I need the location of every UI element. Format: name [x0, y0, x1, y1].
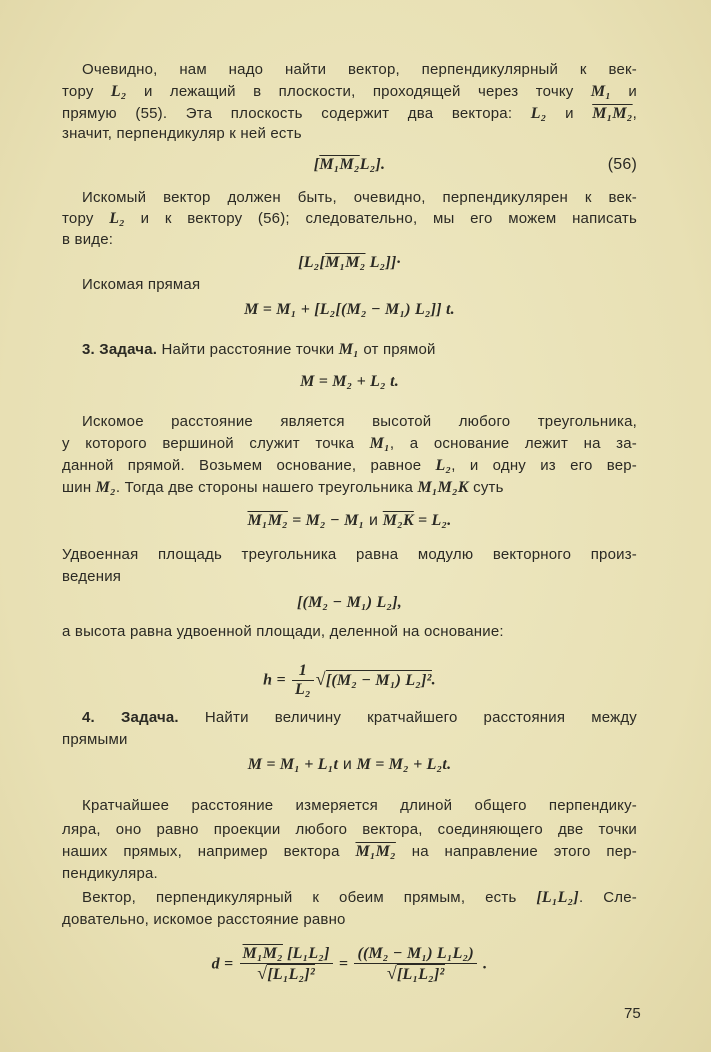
denominator: [354, 964, 477, 984]
equation: [62, 662, 637, 699]
math-expr: [L₁L₂]²: [267, 966, 315, 983]
text-line: [62, 82, 637, 102]
math-expr: = M₂ − M₁: [287, 512, 365, 529]
problem-label: 4. Задача.: [82, 709, 179, 726]
text-line: [62, 434, 637, 454]
math-expr: M₁: [338, 341, 359, 358]
text-run: наших прямых, например вектора: [62, 843, 356, 860]
text-run: . Сле-: [578, 889, 637, 906]
math-expr: L₂: [109, 210, 125, 227]
math-expr: M = M₂ + L₂ t.: [300, 373, 399, 390]
equation: [62, 945, 637, 984]
text-run: Искомый вектор должен быть, очевидно, перпендикулярен к век-: [82, 189, 637, 206]
text-run: и: [546, 105, 593, 122]
text-run: ляра, оно равно проекции любого вектора, соединяющего две точки: [62, 821, 637, 838]
vector-expr: M₁M₂: [242, 945, 283, 962]
math-expr: L₂]]·: [365, 254, 401, 271]
math-expr: [L₁L₂]²: [396, 966, 445, 983]
math-expr: 1: [298, 662, 307, 679]
math-expr: d =: [211, 955, 238, 973]
math-expr: ((M₂ − M₁) L₁L₂): [357, 945, 474, 962]
text-run: прямую (55). Эта плоскость содержит два вектора:: [62, 105, 531, 122]
denominator: [292, 681, 314, 699]
text-run: , а основание лежит на за-: [389, 435, 638, 452]
vector-expr: M₁M₂: [592, 105, 633, 122]
text-run: а высота равна удвоенной площади, деленной на основание:: [62, 623, 504, 640]
denominator: [240, 964, 333, 984]
text-line: [62, 730, 637, 750]
radical-sign-icon: √: [315, 668, 326, 689]
text-run: данной прямой. Возьмем основание, равное: [62, 457, 436, 474]
text-run: шин: [62, 479, 96, 496]
text-run: и: [338, 756, 357, 773]
math-expr: L₂: [435, 457, 452, 474]
text-line: [62, 910, 637, 930]
text-run: и лежащий в плоскости, проходящей через точку: [126, 83, 591, 100]
text-run: на направление этого пер-: [395, 843, 637, 860]
text-run: Найти расстояние точки: [157, 341, 339, 358]
text-line: [62, 567, 637, 587]
text-line: [62, 888, 637, 908]
math-expr: M₁: [590, 83, 612, 100]
math-expr: .: [478, 955, 488, 973]
text-line: [62, 104, 637, 124]
fraction: [292, 662, 314, 699]
math-expr: [L₁L₂]: [536, 889, 579, 906]
numerator: [354, 945, 477, 964]
text-line: [62, 796, 637, 816]
text-run: тору: [62, 83, 111, 100]
text-run: ,: [632, 105, 637, 122]
text-run: от прямой: [358, 341, 436, 358]
radical-sign-icon: √: [386, 963, 397, 983]
vector-expr: M₁M₂: [325, 254, 366, 271]
equation: [62, 755, 637, 775]
text-run: Удвоенная площадь треугольника равна модулю векторного произ-: [62, 546, 637, 563]
equation: [62, 253, 637, 273]
numerator: [240, 945, 333, 964]
text-run: тору: [62, 210, 110, 227]
text-line: [62, 820, 637, 840]
square-root: [315, 668, 432, 689]
text-run: и: [364, 512, 383, 529]
math-expr: M = M₁ + [L₂[(M₂ − M₁) L₂]] t.: [244, 301, 455, 318]
equation: [62, 593, 637, 613]
vector-expr: M₁M₂: [319, 156, 360, 173]
square-root: [257, 963, 315, 983]
text-line: [62, 708, 637, 728]
math-expr: [L₁L₂]: [282, 945, 330, 962]
text-run: суть: [468, 479, 504, 496]
text-line: [62, 275, 637, 295]
text-line: [62, 124, 637, 144]
text-run: Вектор, перпендикулярный к обеим прямым, есть: [82, 889, 537, 906]
equation: [62, 511, 637, 531]
text-line: [62, 545, 637, 565]
math-expr: [: [313, 156, 320, 173]
vector-expr: M₂K: [382, 512, 414, 529]
text-line: [62, 456, 637, 476]
text-line: [62, 230, 637, 250]
equation-number: (56): [607, 156, 637, 173]
equation: [62, 372, 637, 392]
fraction: [354, 945, 477, 984]
vector-expr: M₁M₂: [355, 843, 396, 860]
math-expr: M₂: [95, 479, 116, 496]
equation: [62, 300, 637, 320]
problem-label: 3. Задача.: [82, 341, 158, 358]
math-expr: L₂: [530, 105, 547, 122]
math-expr: L₂].: [359, 156, 386, 173]
math-expr: .: [431, 671, 436, 689]
text-run: в виде:: [62, 231, 114, 248]
math-expr: L₂: [110, 83, 127, 100]
text-run: . Тогда две стороны нашего треугольника: [115, 479, 418, 496]
text-line: [62, 340, 637, 360]
text-run: довательно, искомое расстояние равно: [62, 911, 346, 928]
fraction: [240, 945, 333, 984]
math-expr: [L₂[: [298, 254, 326, 271]
page-number: 75: [624, 1005, 641, 1022]
equation: [62, 155, 637, 175]
math-expr: [(M₂ − M₁) L₂]²: [325, 671, 432, 689]
text-line: [62, 842, 637, 862]
text-run: Найти величину кратчайшего расстояния между: [178, 709, 637, 726]
text-run: пендикуляра.: [62, 865, 158, 882]
numerator: [292, 662, 314, 681]
text-line: [62, 188, 637, 208]
math-expr: [(M₂ − M₁) L₂],: [297, 594, 402, 611]
text-line: [62, 622, 637, 642]
text-line: [62, 478, 637, 498]
math-expr: M₁M₂K: [417, 479, 469, 496]
text-run: у которого вершиной служит точка: [62, 435, 370, 452]
text-run: и: [611, 83, 637, 100]
text-run: значит, перпендикуляр к ней есть: [62, 125, 302, 142]
text-line: [62, 60, 637, 80]
text-run: Искомая прямая: [82, 276, 201, 293]
math-expr: L₂: [295, 681, 311, 698]
text-run: Очевидно, нам надо найти вектор, перпендикулярный к век-: [82, 61, 637, 78]
text-run: и к вектору (56); следовательно, мы его можем написать: [124, 210, 637, 227]
math-expr: =: [334, 955, 353, 973]
radicand: [326, 670, 432, 689]
text-line: [62, 864, 637, 884]
text-line: [62, 412, 637, 432]
text-run: Кратчайшее расстояние измеряется длиной общего перпендику-: [82, 797, 637, 814]
text-run: Искомое расстояние является высотой любого треугольника,: [82, 413, 637, 430]
math-expr: = L₂.: [413, 512, 452, 529]
text-line: [62, 209, 637, 229]
math-expr: M = M₁ + L₁t: [247, 756, 339, 773]
square-root: [386, 963, 445, 983]
text-run: , и одну из его вер-: [451, 457, 637, 474]
vector-expr: M₁M₂: [247, 512, 288, 529]
radicand: [397, 964, 445, 983]
math-expr: M = M₂ + L₂t.: [356, 756, 452, 773]
text-run: прямыми: [62, 731, 128, 748]
radicand: [267, 964, 315, 983]
radical-sign-icon: √: [257, 963, 268, 983]
text-run: ведения: [62, 568, 122, 585]
math-expr: h =: [263, 671, 290, 689]
math-expr: M₁: [369, 435, 390, 452]
